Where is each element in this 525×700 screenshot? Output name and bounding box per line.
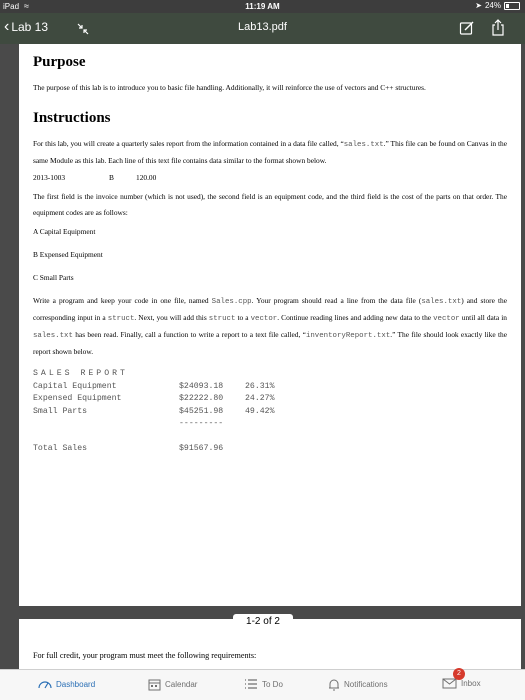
purpose-text: The purpose of this lab is to introduce you to basic file handling. Additionally, it will reinforce the use of vectors and C++ structures.: [33, 83, 426, 92]
tab-calendar[interactable]: Calendar: [148, 678, 197, 691]
calendar-icon: [148, 678, 161, 691]
page-counter: 1-2 of 2: [233, 614, 293, 630]
instructions-heading: Instructions: [33, 110, 111, 126]
nav-bar: [0, 13, 525, 44]
list-item: A Capital Equipment: [33, 227, 96, 236]
status-right: [475, 1, 520, 10]
report-total-row: Total Sales $91567.96: [33, 443, 224, 453]
list-item: B Expensed Equipment: [33, 250, 103, 259]
share-icon[interactable]: [491, 19, 505, 41]
tab-bar: [0, 669, 525, 700]
sample-code: B: [109, 173, 114, 182]
table-row: Capital Equipment $24093.18 26.31%: [33, 381, 275, 391]
sales-report-sample: [33, 368, 507, 455]
back-label: Lab 13: [11, 20, 49, 34]
status-time: 11:19 AM: [245, 2, 280, 11]
battery-fill: [506, 4, 509, 8]
battery-percent: 24%: [484, 1, 501, 10]
document-title: Lab13.pdf: [238, 21, 287, 33]
tab-notifications[interactable]: Notifications: [328, 678, 388, 691]
battery-icon: [504, 2, 520, 10]
equipment-code-list: [33, 224, 507, 286]
report-divider: ---------: [179, 419, 224, 428]
edit-icon[interactable]: [459, 20, 475, 41]
pdf-page-1: [19, 44, 521, 606]
inbox-badge: 2: [453, 668, 465, 680]
tab-inbox[interactable]: Inbox: [442, 678, 481, 689]
report-title: SALES REPORT: [33, 369, 128, 378]
todo-list-icon: [244, 678, 258, 690]
bell-icon: [328, 678, 340, 691]
instructions-paragraph-1: For this lab, you will create a quarterly sales report from the information contained in a data file called, “sales.txt.” This file can be found on Canvas in the same Module as this lab. Each line of this text file contains data similar to the format shown below.: [33, 139, 507, 165]
inbox-icon: [442, 678, 457, 689]
device-label: iPad: [3, 2, 20, 11]
instructions-paragraph-2: The first field is the invoice number (which is not used), the second field is an equipment code, and the third field is the cost of the parts on that order. The equipment codes are as follows:: [33, 192, 507, 217]
pdf-viewer[interactable]: [0, 44, 525, 669]
wifi-icon: ≈: [24, 1, 29, 11]
page-2-text: For full credit, your program must meet the following requirements:: [33, 651, 257, 660]
tab-dashboard[interactable]: Dashboard: [38, 678, 95, 690]
status-bar: [0, 0, 525, 13]
list-item: C Small Parts: [33, 273, 74, 282]
table-row: Small Parts $45251.98 49.42%: [33, 406, 275, 416]
instructions-paragraph-3: Write a program and keep your code in one file, named Sales.cpp. Your program should read a line from the data file (sales.txt) and store the corresponding input in a struct. Next, you will add this struct to a vector. Continue reading lines and adding new data to the vector until all data in sales.txt has been read. Finally, call a function to write a report to a text file called, “inventoryReport.txt.” The file should look exactly like the report shown below.: [33, 296, 507, 356]
location-icon: ➤: [475, 1, 482, 10]
sample-invoice: 2013-1003: [33, 173, 66, 182]
purpose-heading: Purpose: [33, 54, 86, 70]
sample-data-line: [33, 173, 507, 182]
table-row: Expensed Equipment $22222.80 24.27%: [33, 394, 275, 403]
tab-todo[interactable]: To Do: [244, 678, 283, 690]
sample-cost: 120.00: [136, 173, 157, 182]
chevron-left-icon: ‹: [4, 18, 10, 35]
dashboard-icon: [38, 678, 52, 690]
